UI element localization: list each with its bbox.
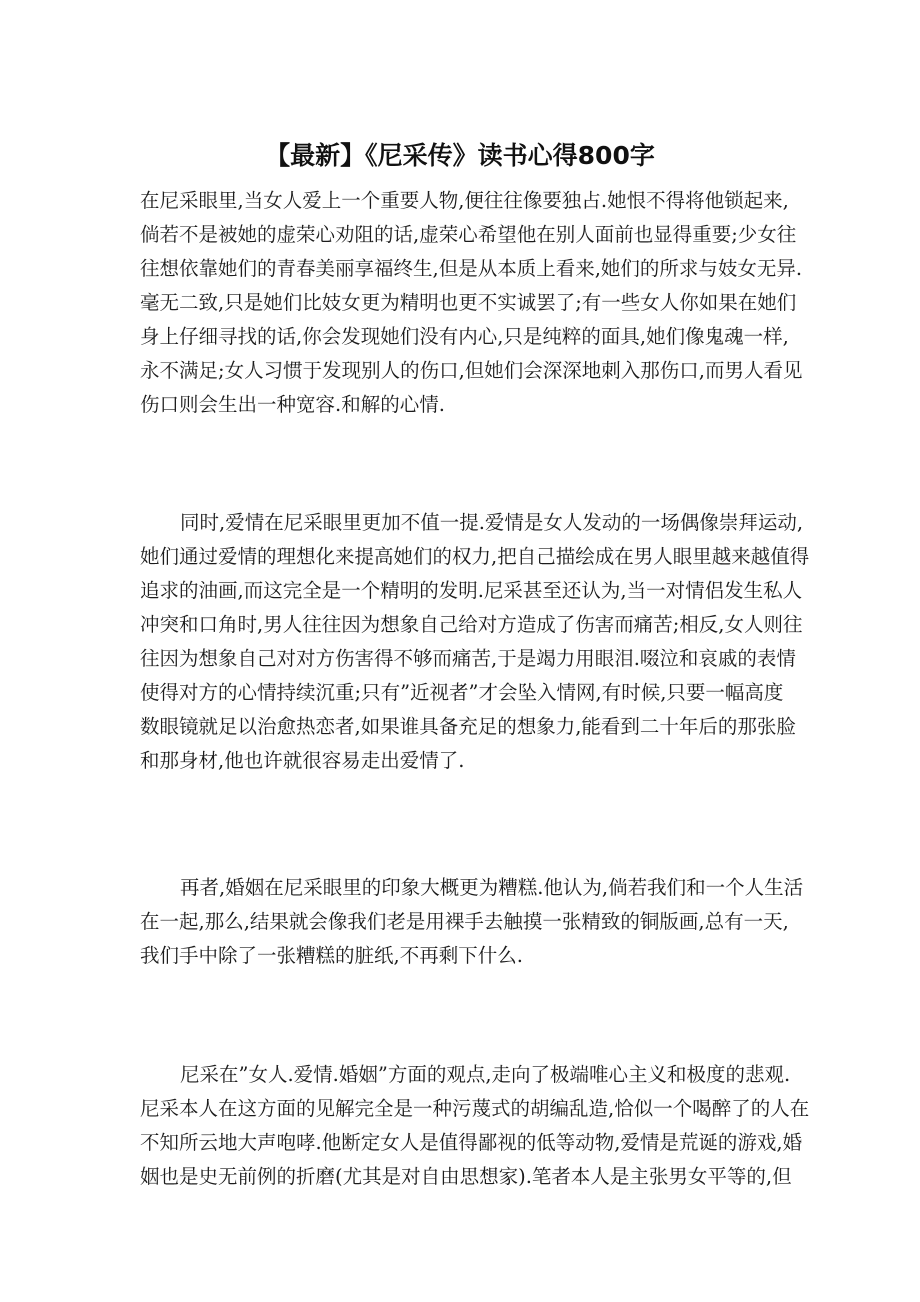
- paragraph-line: 尼采本人在这方面的见解完全是一种污蔑式的胡编乱造,恰似一个喝醉了的人在: [140, 1097, 810, 1120]
- paragraph-line: 她们通过爱情的理想化来提高她们的权力,把自己描绘成在男人眼里越来越值得: [140, 545, 810, 568]
- paragraph-line: 身上仔细寻找的话,你会发现她们没有内心,只是纯粹的面具,她们像鬼魂一样,: [140, 325, 789, 348]
- paragraph-4: [140, 1058, 810, 1194]
- paragraph-line: 再者,婚姻在尼采眼里的印象大概更为糟糕.他认为,倘若我们和一个人生活: [180, 876, 804, 899]
- paragraph-line: 在一起,那么,结果就会像我们老是用裸手去触摸一张精致的铜版画,总有一天,: [140, 910, 789, 933]
- paragraph-line: 毫无二致,只是她们比妓女更为精明也更不实诚罢了;有一些女人你如果在她们: [140, 291, 797, 314]
- paragraph-line: 倘若不是被她的虚荣心劝阻的话,虚荣心希望他在别人面前也显得重要;少女往: [140, 223, 797, 246]
- paragraph-line: 冲突和口角时,男人往往因为想象自己给对方造成了伤害而痛苦;相反,女人则往: [140, 613, 803, 636]
- document-title: 【最新】《尼采传》读书心得800字: [265, 141, 655, 170]
- paragraph-line: 数眼镜就足以治愈热恋者,如果谁具备充足的想象力,能看到二十年后的那张脸: [140, 715, 796, 738]
- paragraph-line: 同时,爱情在尼采眼里更加不值一提.爱情是女人发动的一场偶像崇拜运动,: [180, 511, 804, 534]
- paragraph-line: 在尼采眼里,当女人爱上一个重要人物,便往往像要独占.她恨不得将他锁起来,: [140, 189, 789, 212]
- paragraph-line: 姻也是史无前例的折磨(尤其是对自由思想家).笔者本人是主张男女平等的,但: [140, 1165, 792, 1188]
- paragraph-line: 尼采在”女人.爱情.婚姻”方面的观点,走向了极端唯心主义和极度的悲观.: [180, 1063, 791, 1086]
- paragraph-line: 伤口则会生出一种宽容.和解的心情.: [140, 393, 445, 416]
- paragraph-line: 往因为想象自己对对方伤害得不够而痛苦,于是竭力用眼泪.啜泣和哀戚的表情: [140, 647, 796, 670]
- paragraph-line: 不知所云地大声咆哮.他断定女人是值得鄙视的低等动物,爱情是荒诞的游戏,婚: [140, 1131, 803, 1154]
- paragraph-line: 往想依靠她们的青春美丽享福终生,但是从本质上看来,她们的所求与妓女无异.: [140, 257, 803, 280]
- paragraph-line: 和那身材,他也许就很容易走出爱情了.: [140, 749, 465, 772]
- paragraph-line: 我们手中除了一张糟糕的脏纸,不再剩下什么.: [140, 944, 523, 967]
- paragraph-line: 追求的油画,而这完全是一个精明的发明.尼采甚至还认为,当一对情侣发生私人: [140, 579, 803, 602]
- paragraph-3: [140, 871, 804, 973]
- paragraph-line: 永不满足;女人习惯于发现别人的伤口,但她们会深深地刺入那伤口,而男人看见: [140, 359, 803, 382]
- paragraph-line: 使得对方的心情持续沉重;只有”近视者”才会坠入情网,有时候,只要一幅高度: [140, 681, 784, 704]
- paragraph-2: [140, 506, 810, 778]
- paragraph-1: [140, 184, 803, 422]
